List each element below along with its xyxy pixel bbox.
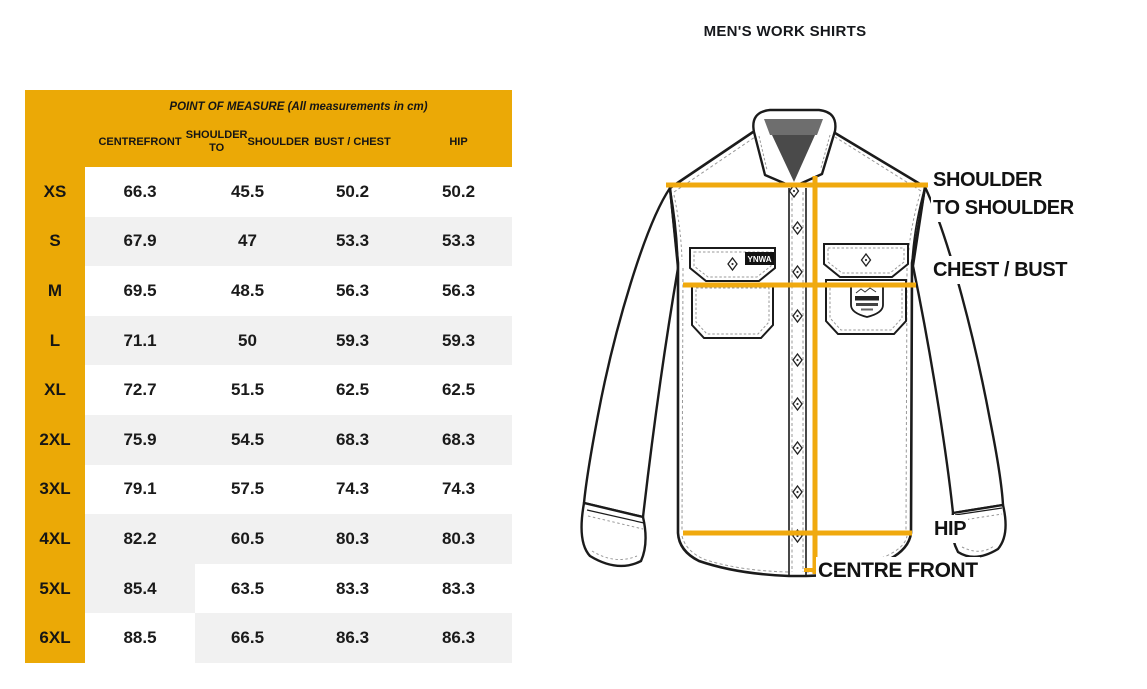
table-row	[25, 316, 512, 366]
value-cell: 56.3	[405, 266, 512, 316]
right-pocket	[824, 244, 908, 334]
value-cell: 83.3	[405, 564, 512, 614]
table-header-title: POINT OF MEASURE (All measurements in cm)	[169, 101, 428, 113]
table-row	[25, 564, 512, 614]
value-cell: 86.3	[300, 613, 405, 663]
value-cell: 51.5	[195, 365, 300, 415]
value-cell: 68.3	[405, 415, 512, 465]
value-cell: 62.5	[405, 365, 512, 415]
badge-icon	[851, 286, 883, 317]
value-cell: 47	[195, 217, 300, 267]
value-cell: 63.5	[195, 564, 300, 614]
value-cell: 48.5	[195, 266, 300, 316]
value-cell: 71.1	[85, 316, 195, 366]
value-cell: 54.5	[195, 415, 300, 465]
label-centre-front: CENTRE FRONT	[816, 557, 980, 585]
pocket-tag-text: YNWA	[747, 255, 772, 264]
label-hip: HIP	[932, 515, 968, 543]
table-row	[25, 266, 512, 316]
size-cell: S	[49, 231, 61, 251]
value-cell: 82.2	[85, 514, 195, 564]
value-cell: 45.5	[195, 167, 300, 217]
value-cell: 85.4	[85, 564, 195, 614]
value-cell: 59.3	[300, 316, 405, 366]
value-cell: 74.3	[405, 465, 512, 515]
value-cell: 88.5	[85, 613, 195, 663]
size-cell: 3XL	[39, 479, 71, 499]
column-header: HIP	[449, 135, 468, 148]
label-chest-bust: CHEST / BUST	[931, 256, 1069, 284]
right-sleeve	[913, 187, 1006, 557]
value-cell: 80.3	[405, 514, 512, 564]
value-cell: 66.3	[85, 167, 195, 217]
column-header: BUST / CHEST	[314, 135, 391, 148]
value-cell: 60.5	[195, 514, 300, 564]
table-row	[25, 217, 512, 267]
column-header: CENTRE FRONT	[98, 135, 182, 148]
table-body	[25, 167, 512, 663]
value-cell: 62.5	[300, 365, 405, 415]
value-cell: 59.3	[405, 316, 512, 366]
value-cell: 57.5	[195, 465, 300, 515]
value-cell: 67.9	[85, 217, 195, 267]
value-cell: 68.3	[300, 415, 405, 465]
size-cell: 5XL	[39, 578, 71, 598]
table-row	[25, 167, 512, 217]
value-cell: 50.2	[300, 167, 405, 217]
table-row	[25, 365, 512, 415]
value-cell: 50.2	[405, 167, 512, 217]
value-cell: 69.5	[85, 266, 195, 316]
value-cell: 86.3	[405, 613, 512, 663]
value-cell: 50	[195, 316, 300, 366]
label-shoulder-to-shoulder: SHOULDER TO SHOULDER	[931, 166, 1076, 222]
table-row	[25, 514, 512, 564]
value-cell: 53.3	[405, 217, 512, 267]
size-cell: XS	[43, 181, 67, 201]
column-header-row	[85, 120, 512, 164]
left-sleeve	[582, 188, 678, 566]
table-row	[25, 465, 512, 515]
table-row	[25, 613, 512, 663]
size-cell: 4XL	[39, 528, 71, 548]
value-cell: 72.7	[85, 365, 195, 415]
value-cell: 66.5	[195, 613, 300, 663]
column-header: SHOULDER TO SHOULDER	[185, 129, 310, 154]
table-row	[25, 415, 512, 465]
value-cell: 53.3	[300, 217, 405, 267]
value-cell: 79.1	[85, 465, 195, 515]
size-cell: L	[49, 330, 61, 350]
size-cell: 6XL	[39, 628, 71, 648]
size-cell: M	[47, 280, 63, 300]
value-cell: 83.3	[300, 564, 405, 614]
size-table	[25, 90, 512, 663]
value-cell: 74.3	[300, 465, 405, 515]
value-cell: 56.3	[300, 266, 405, 316]
value-cell: 75.9	[85, 415, 195, 465]
value-cell: 80.3	[300, 514, 405, 564]
left-pocket	[690, 248, 775, 338]
size-cell: XL	[44, 380, 66, 400]
page-title: MEN'S WORK SHIRTS	[703, 23, 867, 40]
size-cell: 2XL	[39, 429, 71, 449]
